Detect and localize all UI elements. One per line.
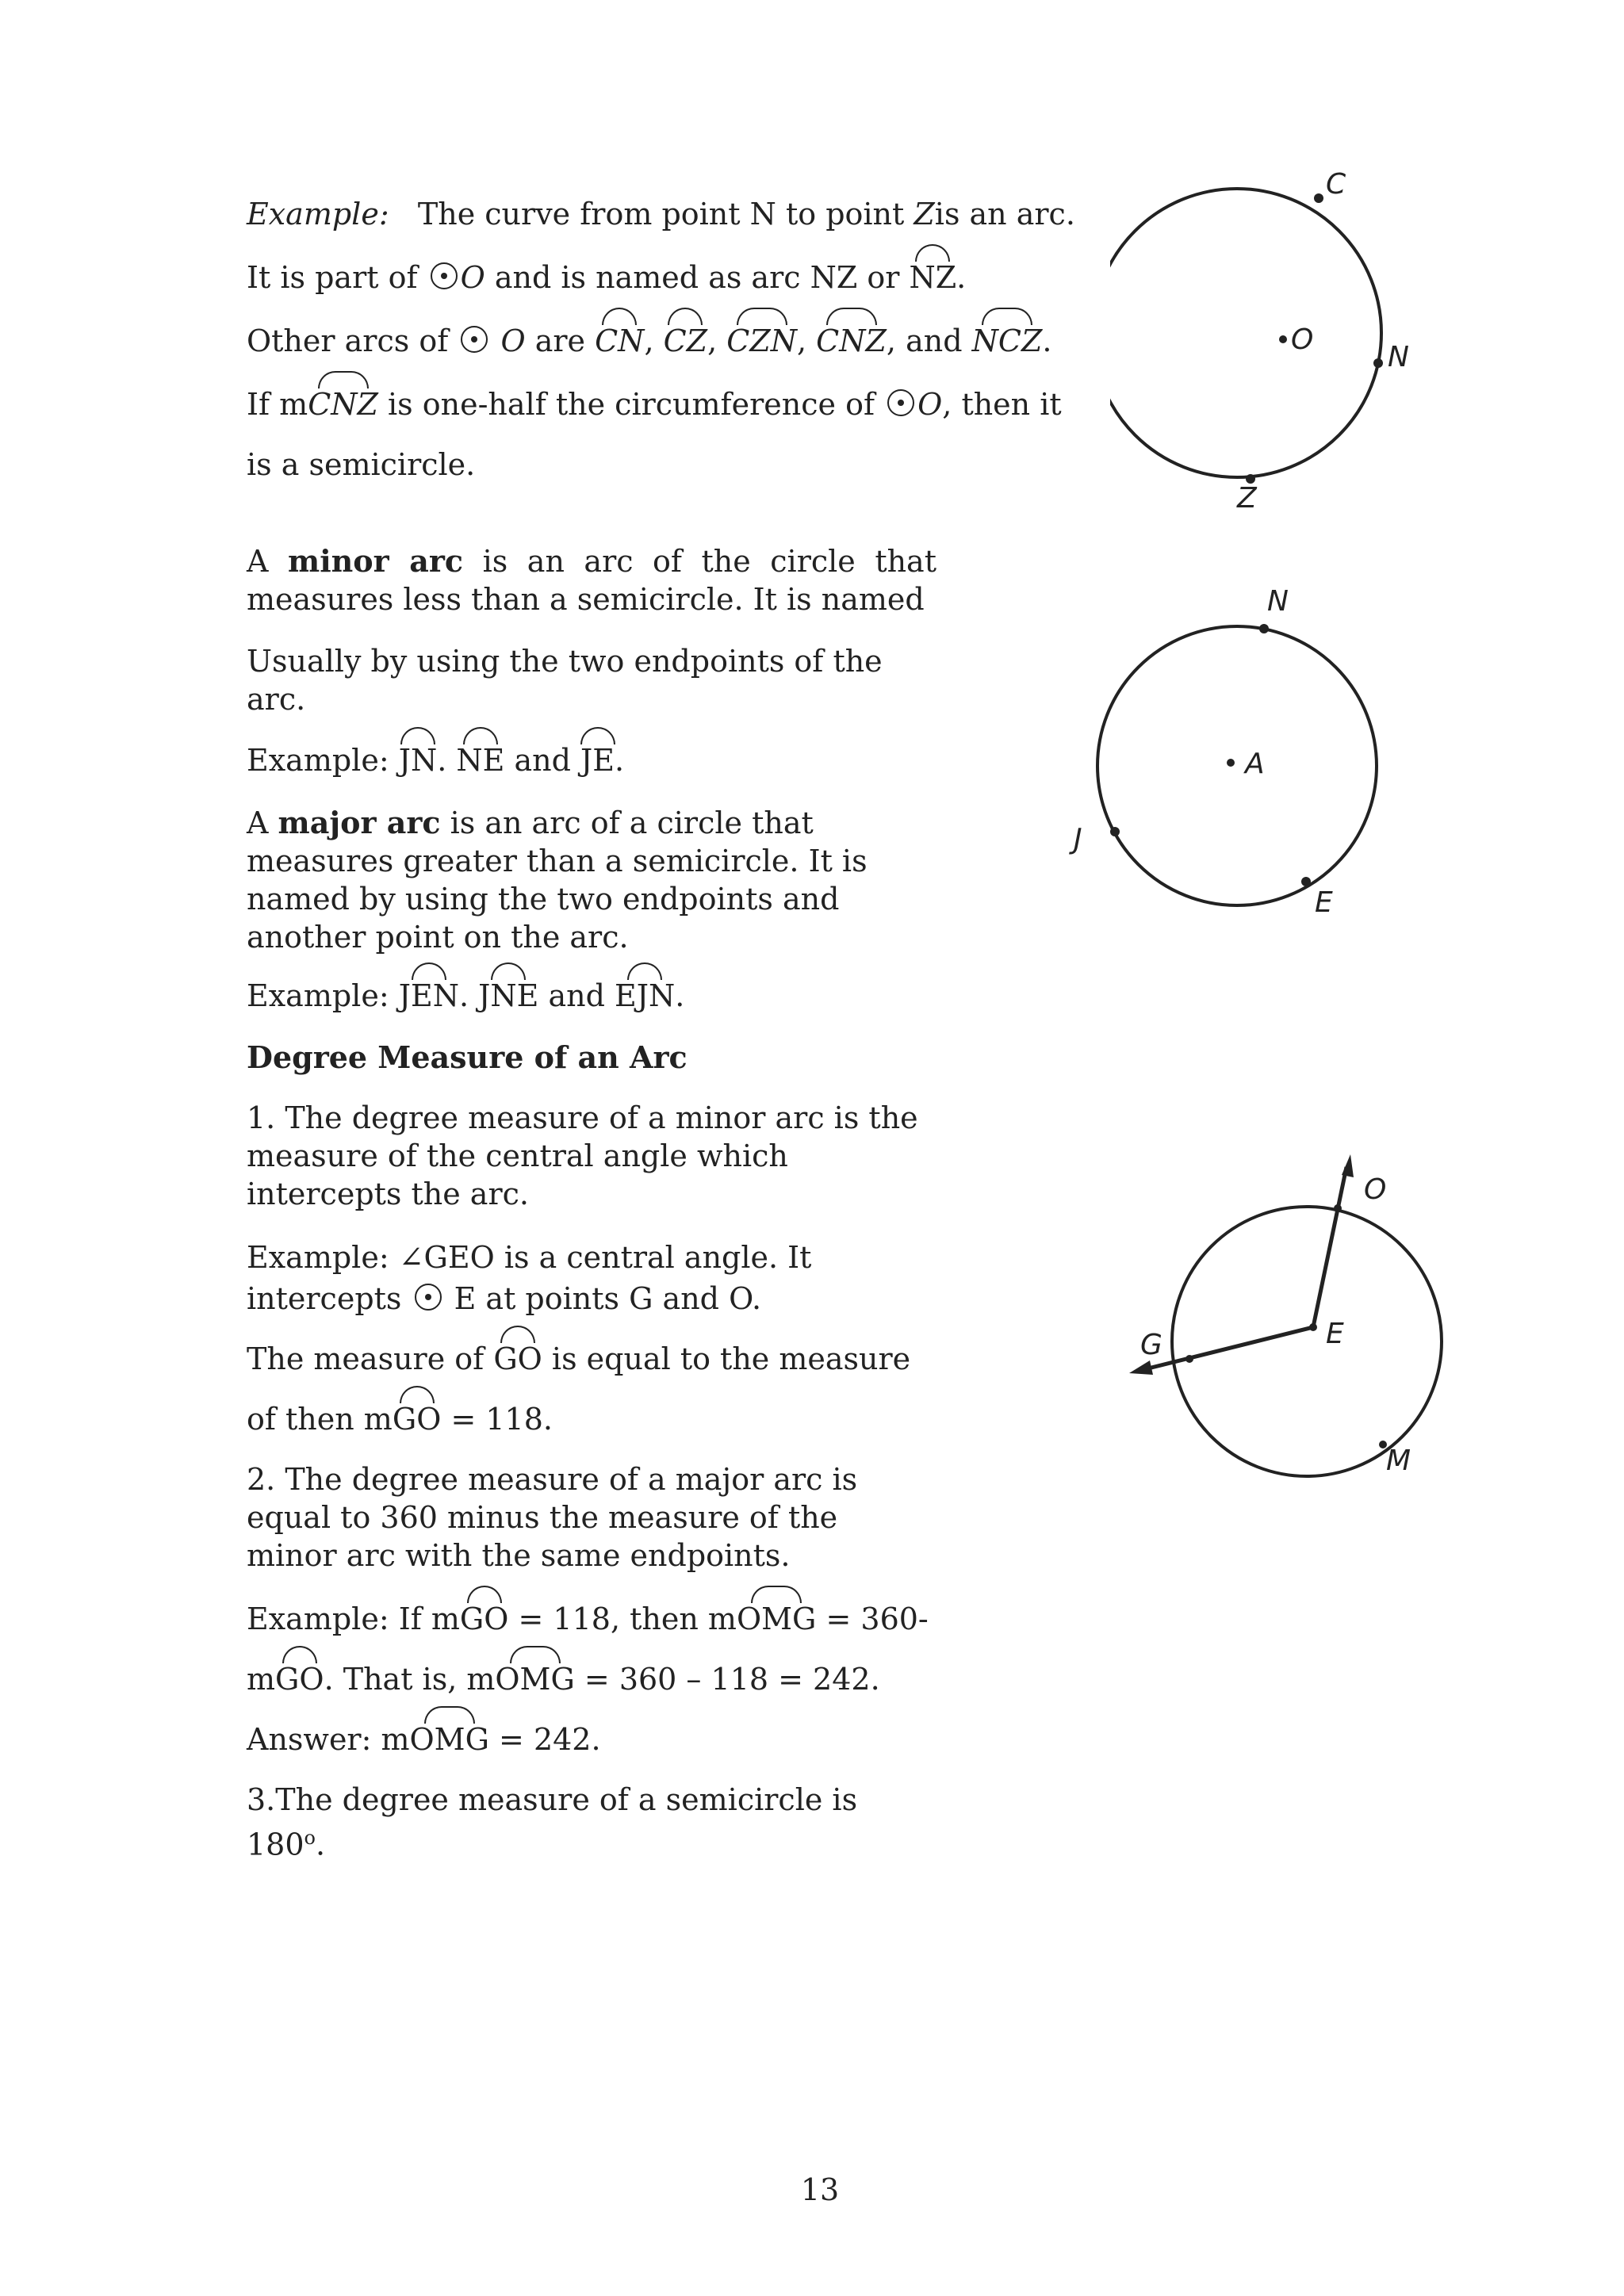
arc-name: JEN [398,978,459,1013]
arc-notation [909,258,956,297]
text: If m [247,387,308,422]
arc-name: CZN [726,323,797,358]
rule-1-example-line-1: Example: ∠GEO is a central angle. It [247,1240,812,1275]
label-n: N [1388,341,1409,373]
example-line-2 [247,258,966,297]
rule-1-measure-line-2 [247,1400,553,1438]
example-line-5: is a semicircle. [247,447,476,482]
label-m: M [1386,1445,1411,1477]
arc-name: JNE [478,978,539,1013]
text: and [906,323,963,358]
example-label: Example: [247,197,389,232]
text: . [956,260,967,295]
arc-notation [460,1600,509,1638]
text: 3.The degree measure of a semicircle is 180 [247,1782,858,1862]
text: of then m [247,1402,393,1437]
major-arc-example: Example: JEN. JNE and EJN. [247,978,685,1013]
text: is an arc. [934,197,1075,232]
text: and [514,743,571,778]
arc-notation [399,741,437,779]
page-number: 13 [800,2172,840,2207]
label-o: O [1364,1173,1387,1206]
figure-circle-a [1063,587,1427,936]
text: and [548,978,605,1013]
arc-notation [308,385,378,423]
arc-notation [493,1340,542,1378]
text: A [247,806,269,840]
degree-superscript: o [304,1827,316,1849]
point-e-dot [1301,877,1311,886]
text: It is part of [247,260,418,295]
arc-notation [816,322,887,360]
ray-eo [1313,1167,1346,1327]
center-a-dot [1227,759,1235,767]
arc-name: CNZ [816,323,887,358]
text: is an arc of the circle that measures less than a semicircle. It is named [247,544,936,617]
figure-central-angle [1126,1150,1475,1498]
point-c-dot [1314,193,1323,203]
example-line-3: Other arcs of O are CN, CZ, CZN, CNZ, and NCZ. [247,323,1052,358]
label-g: G [1140,1329,1162,1361]
text: = 360 – 118 = 242. [584,1662,880,1697]
circle-o-outline [1110,189,1381,477]
minor-arc-paragraph-2: Usually by using the two endpoints of the arc. [247,644,883,717]
arc-name: OMG [736,1601,817,1636]
label-e: E [1315,886,1333,919]
arc-name: GO [459,1601,509,1636]
circle-symbol-icon [461,326,488,353]
label-o: O [1291,323,1314,356]
circle-symbol-icon [887,389,914,416]
point-o: O [500,323,526,358]
circle-symbol-icon [415,1284,442,1311]
center-o-dot [1279,335,1287,343]
minor-arc-paragraph [247,542,936,618]
arc-name: CZ [663,323,708,358]
arc-name: NCZ [971,323,1043,358]
answer-line [247,1720,601,1758]
label-z: Z [1237,482,1257,515]
rule-2-example-line-1 [247,1600,929,1638]
arc-notation [456,741,504,779]
example-line-1 [247,195,1075,233]
point-o: O [917,387,943,422]
arc-notation [393,1400,442,1438]
point-g-dot [1185,1355,1193,1363]
rule-1-example-line-2 [247,1280,761,1318]
circle-symbol-icon [431,262,458,289]
text: m [247,1662,276,1697]
text: and is named as arc NZ or [494,260,900,295]
text: Example: If m [247,1601,460,1636]
arc-name: NZ [909,260,957,295]
label-a: A [1245,748,1265,780]
point-o-dot [1334,1204,1342,1212]
arc-notation [275,1660,324,1698]
text: A [247,544,269,579]
arc-notation [664,322,707,360]
arc-notation [478,977,538,1015]
text: Other arcs of [247,323,449,358]
minor-arc-example: Example: JN. NE and JE. [247,743,625,778]
arc-notation [726,322,797,360]
arc-name: GO [392,1402,442,1437]
rule-2: 2. The degree measure of a major arc is equal to 360 minus the measure of the minor arc with the same endpoints. [247,1462,858,1573]
label-n: N [1267,587,1289,618]
rule-1: 1. The degree measure of a minor arc is the measure of the central angle which intercepts the arc. [247,1100,918,1211]
arc-name: EJN [615,978,676,1013]
arc-name: CN [595,323,645,358]
ray-eg [1142,1327,1313,1370]
text: = 360- [825,1601,929,1636]
point-n-dot [1373,358,1383,368]
arc-notation [399,977,459,1015]
circle-a-outline [1097,626,1377,905]
point-z: Z [914,197,935,232]
text: . [315,1827,326,1862]
text: is an arc of a circle that measures greater than a semicircle. It is named by using the two endpoints and another point on the arc. [247,806,868,955]
text: = 118. [450,1402,553,1437]
point-n-dot [1259,624,1269,633]
label-e: E [1326,1318,1344,1350]
arc-name: JE [580,743,615,778]
label-c: C [1326,168,1346,201]
arc-name: CNZ [308,387,378,422]
arc-notation [410,1720,489,1758]
section-heading: Degree Measure of an Arc [247,1039,688,1075]
center-e-dot [1309,1323,1317,1331]
circle-e-outline [1172,1207,1442,1476]
arc-name: GO [275,1662,324,1697]
arc-notation [495,1660,574,1698]
text: Example: [247,743,389,778]
text: The curve from point N to point [417,197,905,232]
rule-2-example-line-2 [247,1660,880,1698]
arc-notation [615,977,675,1015]
term-major-arc: major arc [278,805,441,840]
example-line-4 [247,385,1062,423]
text: is equal to the measure [551,1341,911,1376]
figure-circle-o [1110,151,1483,539]
text: are [534,323,586,358]
text: . That is, m [324,1662,496,1697]
text: E at points G and O. [454,1281,762,1316]
rule-3 [247,1781,865,1864]
point-j-dot [1110,827,1120,836]
text: = 242. [499,1722,601,1757]
arc-notation [595,322,644,360]
point-o: O [460,260,485,295]
arc-notation [972,322,1043,360]
arc-notation [580,741,615,779]
label-j: J [1074,823,1082,855]
text: , then it [942,387,1062,422]
text: Example: [247,978,389,1013]
major-arc-paragraph [247,804,881,956]
text: intercepts [247,1281,402,1316]
arc-name: JN [398,743,438,778]
arrowhead-g-icon [1129,1360,1153,1375]
term-minor-arc: minor arc [287,543,464,579]
text: The measure of [247,1341,485,1376]
text: is one-half the circumference of [388,387,875,422]
arc-notation [737,1600,816,1638]
arrowhead-o-icon [1342,1154,1354,1177]
arc-name: OMG [495,1662,575,1697]
arc-name: GO [493,1341,542,1376]
arc-name: NE [456,743,505,778]
rule-1-measure-line-1 [247,1340,910,1378]
text: = 118, then m [518,1601,737,1636]
arc-name: OMG [409,1722,489,1757]
text: Answer: m [247,1722,410,1757]
